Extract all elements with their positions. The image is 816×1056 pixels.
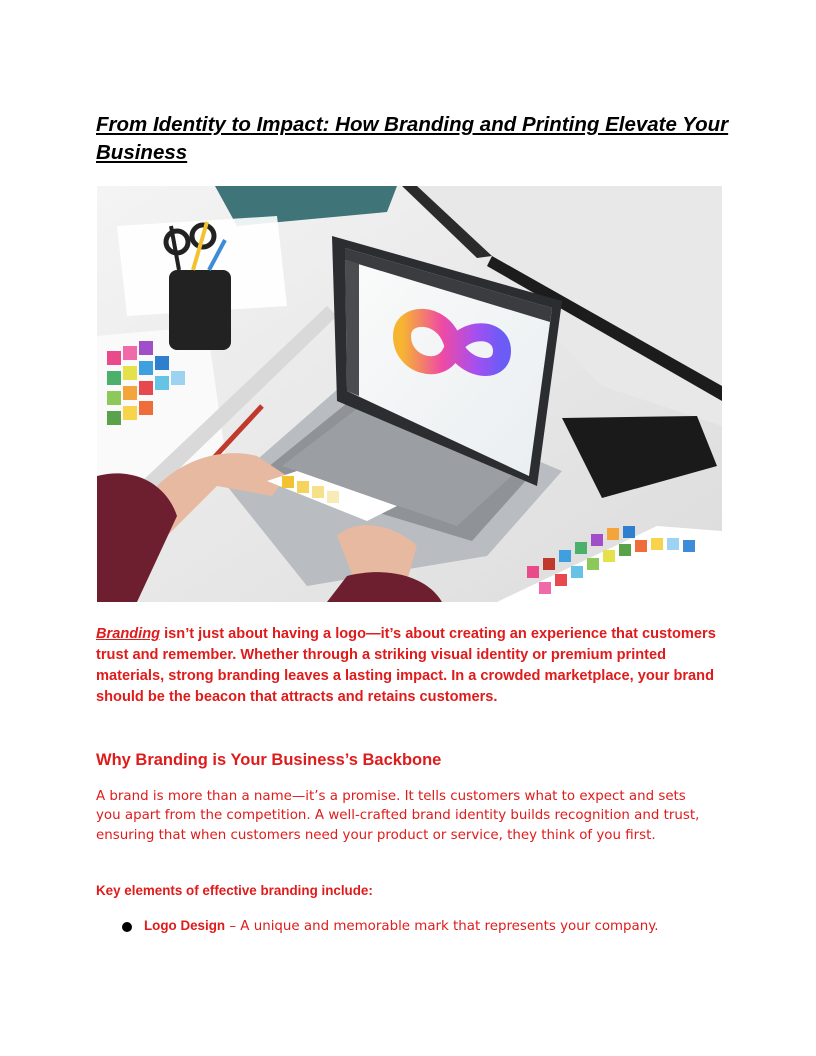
- section-paragraph: A brand is more than a name—it’s a promise. It tells customers what to expect and sets you apart from the competition. A well-crafted brand identity builds recognition and trust, ensuring that when customers need your product or service, they think of you first.: [96, 789, 700, 843]
- list-item-term: Logo Design: [144, 918, 226, 933]
- hero-image: [97, 186, 722, 602]
- list-item-description: – A unique and memorable mark that represents your company.: [225, 919, 659, 934]
- list-item: [96, 917, 721, 937]
- intro-paragraph: [96, 624, 721, 708]
- designer-laptop-illustration: [97, 186, 722, 602]
- article-title: From Identity to Impact: How Branding and Printing Elevate Your Business: [96, 113, 729, 164]
- key-elements-list: [96, 917, 721, 937]
- section-heading: Why Branding is Your Business’s Backbone: [96, 751, 442, 769]
- branding-link[interactable]: Branding: [96, 626, 161, 642]
- key-elements-label: Key elements of effective branding include:: [96, 883, 373, 898]
- list-item-text: [144, 917, 674, 937]
- bullet-icon: [122, 922, 132, 932]
- intro-text: isn’t just about having a logo—it’s about creating an experience that customers trust and remember. Whether through a striking visual identity or premium printed materials, strong branding leaves a lasting impact. In a crowded marketplace, your brand should be the beacon that attracts and retains customers.: [96, 626, 716, 705]
